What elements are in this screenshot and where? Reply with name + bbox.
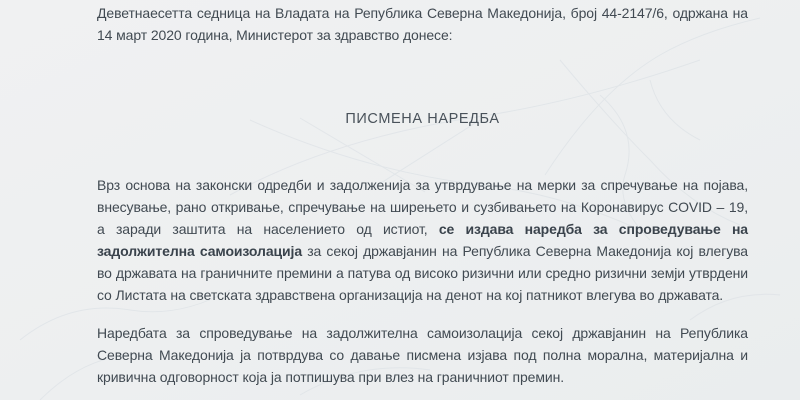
document-title: ПИСМЕНА НАРЕДБА	[345, 111, 500, 127]
order-text-normal-1: Врз основа на законски одредби и задолженија за утврдување на мерки за спречување на појава, внесување, рано откривање, спречување на ширењето и сузбивањето на Коронавирус COVID – 19, а заради заштита на населението од истиот,	[97, 177, 748, 237]
confirmation-paragraph: Наредбата за спроведување на задолжителна самоизолација секој државјанин на Република Северна Македонија ја потврдува со давање писмена изјава под полна морална, материјална и кривична одговорност која ја потпишува при влез на граничниот премин.	[97, 325, 748, 385]
intro-paragraph: Деветнаесетта седница на Владата на Република Северна Македонија, број 44-2147/6, одржана на 14 март 2020 година, Министерот за здравство донесе:	[97, 5, 748, 43]
order-text-normal-2: за секој државјанин на Република Северна Македонија кој влегува во државата на граничните премини а патува од високо ризични или средно ризични земји утврдени со Листата на светската здравствена организација на денот на кој патникот влегува во државата.	[97, 243, 748, 303]
order-paragraph	[97, 174, 748, 306]
order-text-bold: се издава наредба за спроведување на задолжителна самоизолација	[97, 221, 748, 259]
